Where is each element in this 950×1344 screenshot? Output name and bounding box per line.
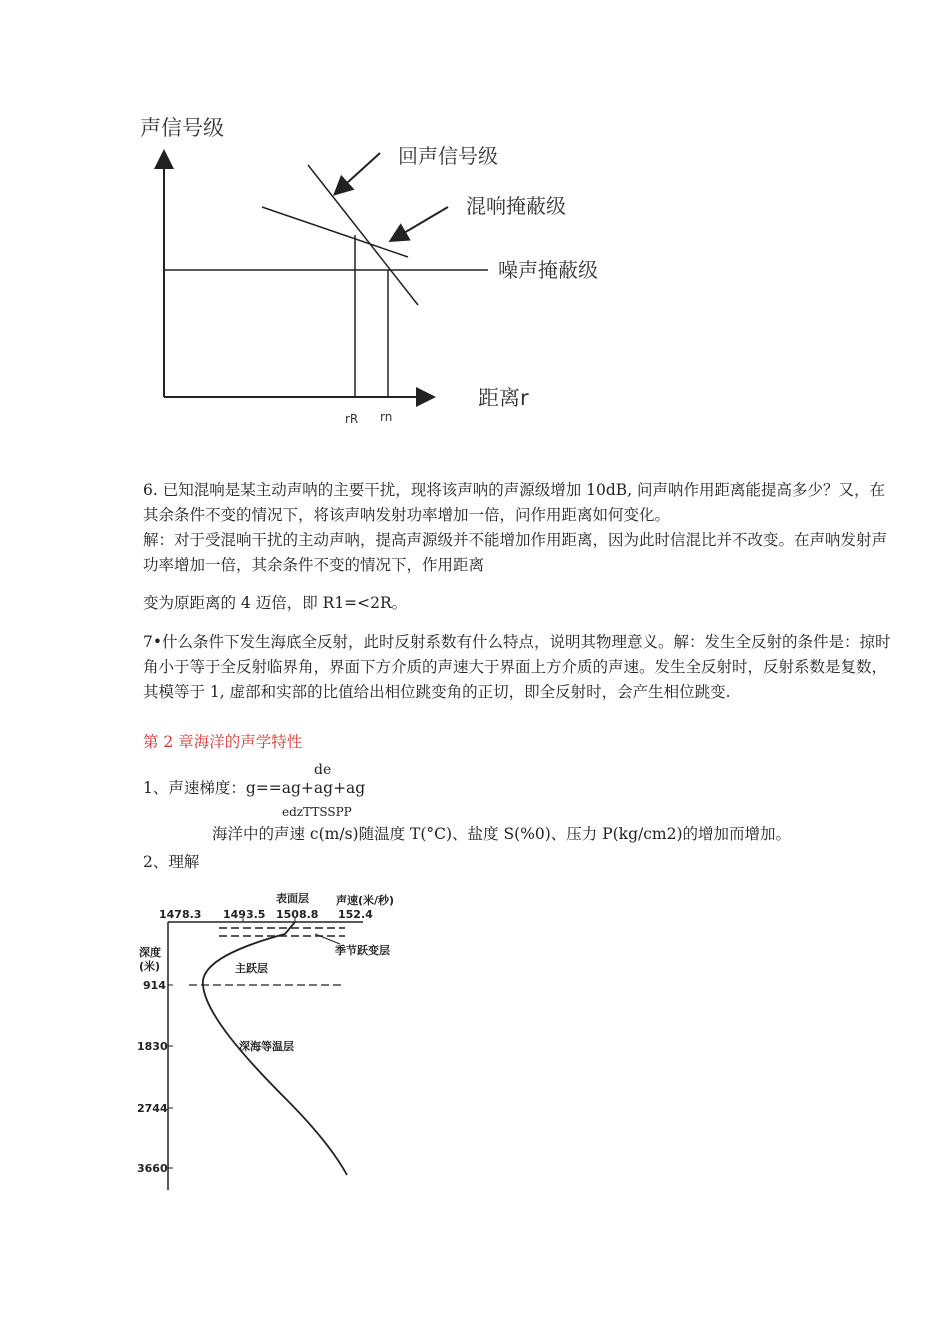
reverb-level-line bbox=[262, 207, 408, 257]
reverb-pointer-arrow bbox=[392, 207, 448, 240]
depth-3660: 3660 bbox=[137, 1162, 168, 1175]
seasonal-thermocline-label: 季节跃变层 bbox=[335, 944, 390, 957]
depth-1830: 1830 bbox=[137, 1040, 168, 1053]
depth-axis-label-1: 深度 bbox=[139, 946, 161, 959]
speed-value-4: 152.4 bbox=[338, 908, 373, 921]
q7-text: 7•什么条件下发生海底全反射，此时反射系数有什么特点，说明其物理意义。解：发生全反射的条件是：掠时角小于等于全反射临界角，界面下方介质的声速大于界面上方介质的声速。发生全反射时，反射系数是复数，其模等于 1, 虚部和实部的比值给出相位跳变角的正切，即全反射时，会产生相位跳变. bbox=[143, 633, 891, 701]
depth-2744: 2744 bbox=[137, 1102, 168, 1115]
echo-pointer-arrow bbox=[336, 153, 380, 193]
gradient-main: 1、声速梯度：g==ag+ag+ag bbox=[143, 779, 366, 797]
gradient-top: de bbox=[314, 762, 332, 778]
speed-value-2: 1493.5 bbox=[223, 908, 266, 921]
speed-value-3: 1508.8 bbox=[276, 908, 319, 921]
echo-label: 回声信号级 bbox=[398, 144, 498, 168]
sound-speed-profile-figure bbox=[135, 888, 425, 1198]
q6-answer: 解：对于受混响干扰的主动声呐，提高声源级并不能增加作用距离，因为此时信混比并不改变。在声呐发射声功率增加一倍，其余条件不变的情况下，作用距离 bbox=[143, 531, 888, 574]
speed-value-1: 1478.3 bbox=[159, 908, 202, 921]
chapter-title: 第 2 章海洋的声学特性 bbox=[143, 733, 303, 751]
gradient-bottom: edzTTSSPP bbox=[282, 805, 352, 819]
q6-answer-cont: 变为原距离的 4 迈倍，即 R1=<2R。 bbox=[143, 594, 408, 612]
surface-layer-label: 表面层 bbox=[276, 892, 309, 905]
rn-tick-label: rn bbox=[380, 410, 393, 424]
y-axis-label: 声信号级 bbox=[140, 116, 224, 140]
gradient-desc: 海洋中的声速 c(m/s)随温度 T(°C)、盐度 S(%0)、压力 P(kg/cm2)的增加而增加。 bbox=[212, 825, 792, 843]
depth-914: 914 bbox=[143, 979, 166, 992]
x-axis-label: 距离r bbox=[478, 386, 529, 410]
understand-title: 2、理解 bbox=[143, 853, 200, 871]
noise-label: 噪声掩蔽级 bbox=[498, 258, 598, 282]
main-thermocline-label: 主跃层 bbox=[235, 962, 268, 975]
rr-tick-label: rR bbox=[345, 412, 359, 426]
reverb-label: 混响掩蔽级 bbox=[466, 194, 566, 218]
speed-axis-label: 声速(米/秒) bbox=[336, 894, 395, 907]
depth-axis-label-2: (米) bbox=[139, 960, 161, 973]
deep-isothermal-label: 深海等温层 bbox=[239, 1040, 294, 1053]
q6-question: 6. 已知混响是某主动声呐的主要干扰，现将该声呐的声源级增加 10dB, 问声呐作用距离能提高多少？又，在其余条件不变的情况下，将该声呐发射功率增加一倍，问作用距离如何变化。 bbox=[143, 481, 886, 524]
signal-level-figure bbox=[130, 105, 610, 435]
